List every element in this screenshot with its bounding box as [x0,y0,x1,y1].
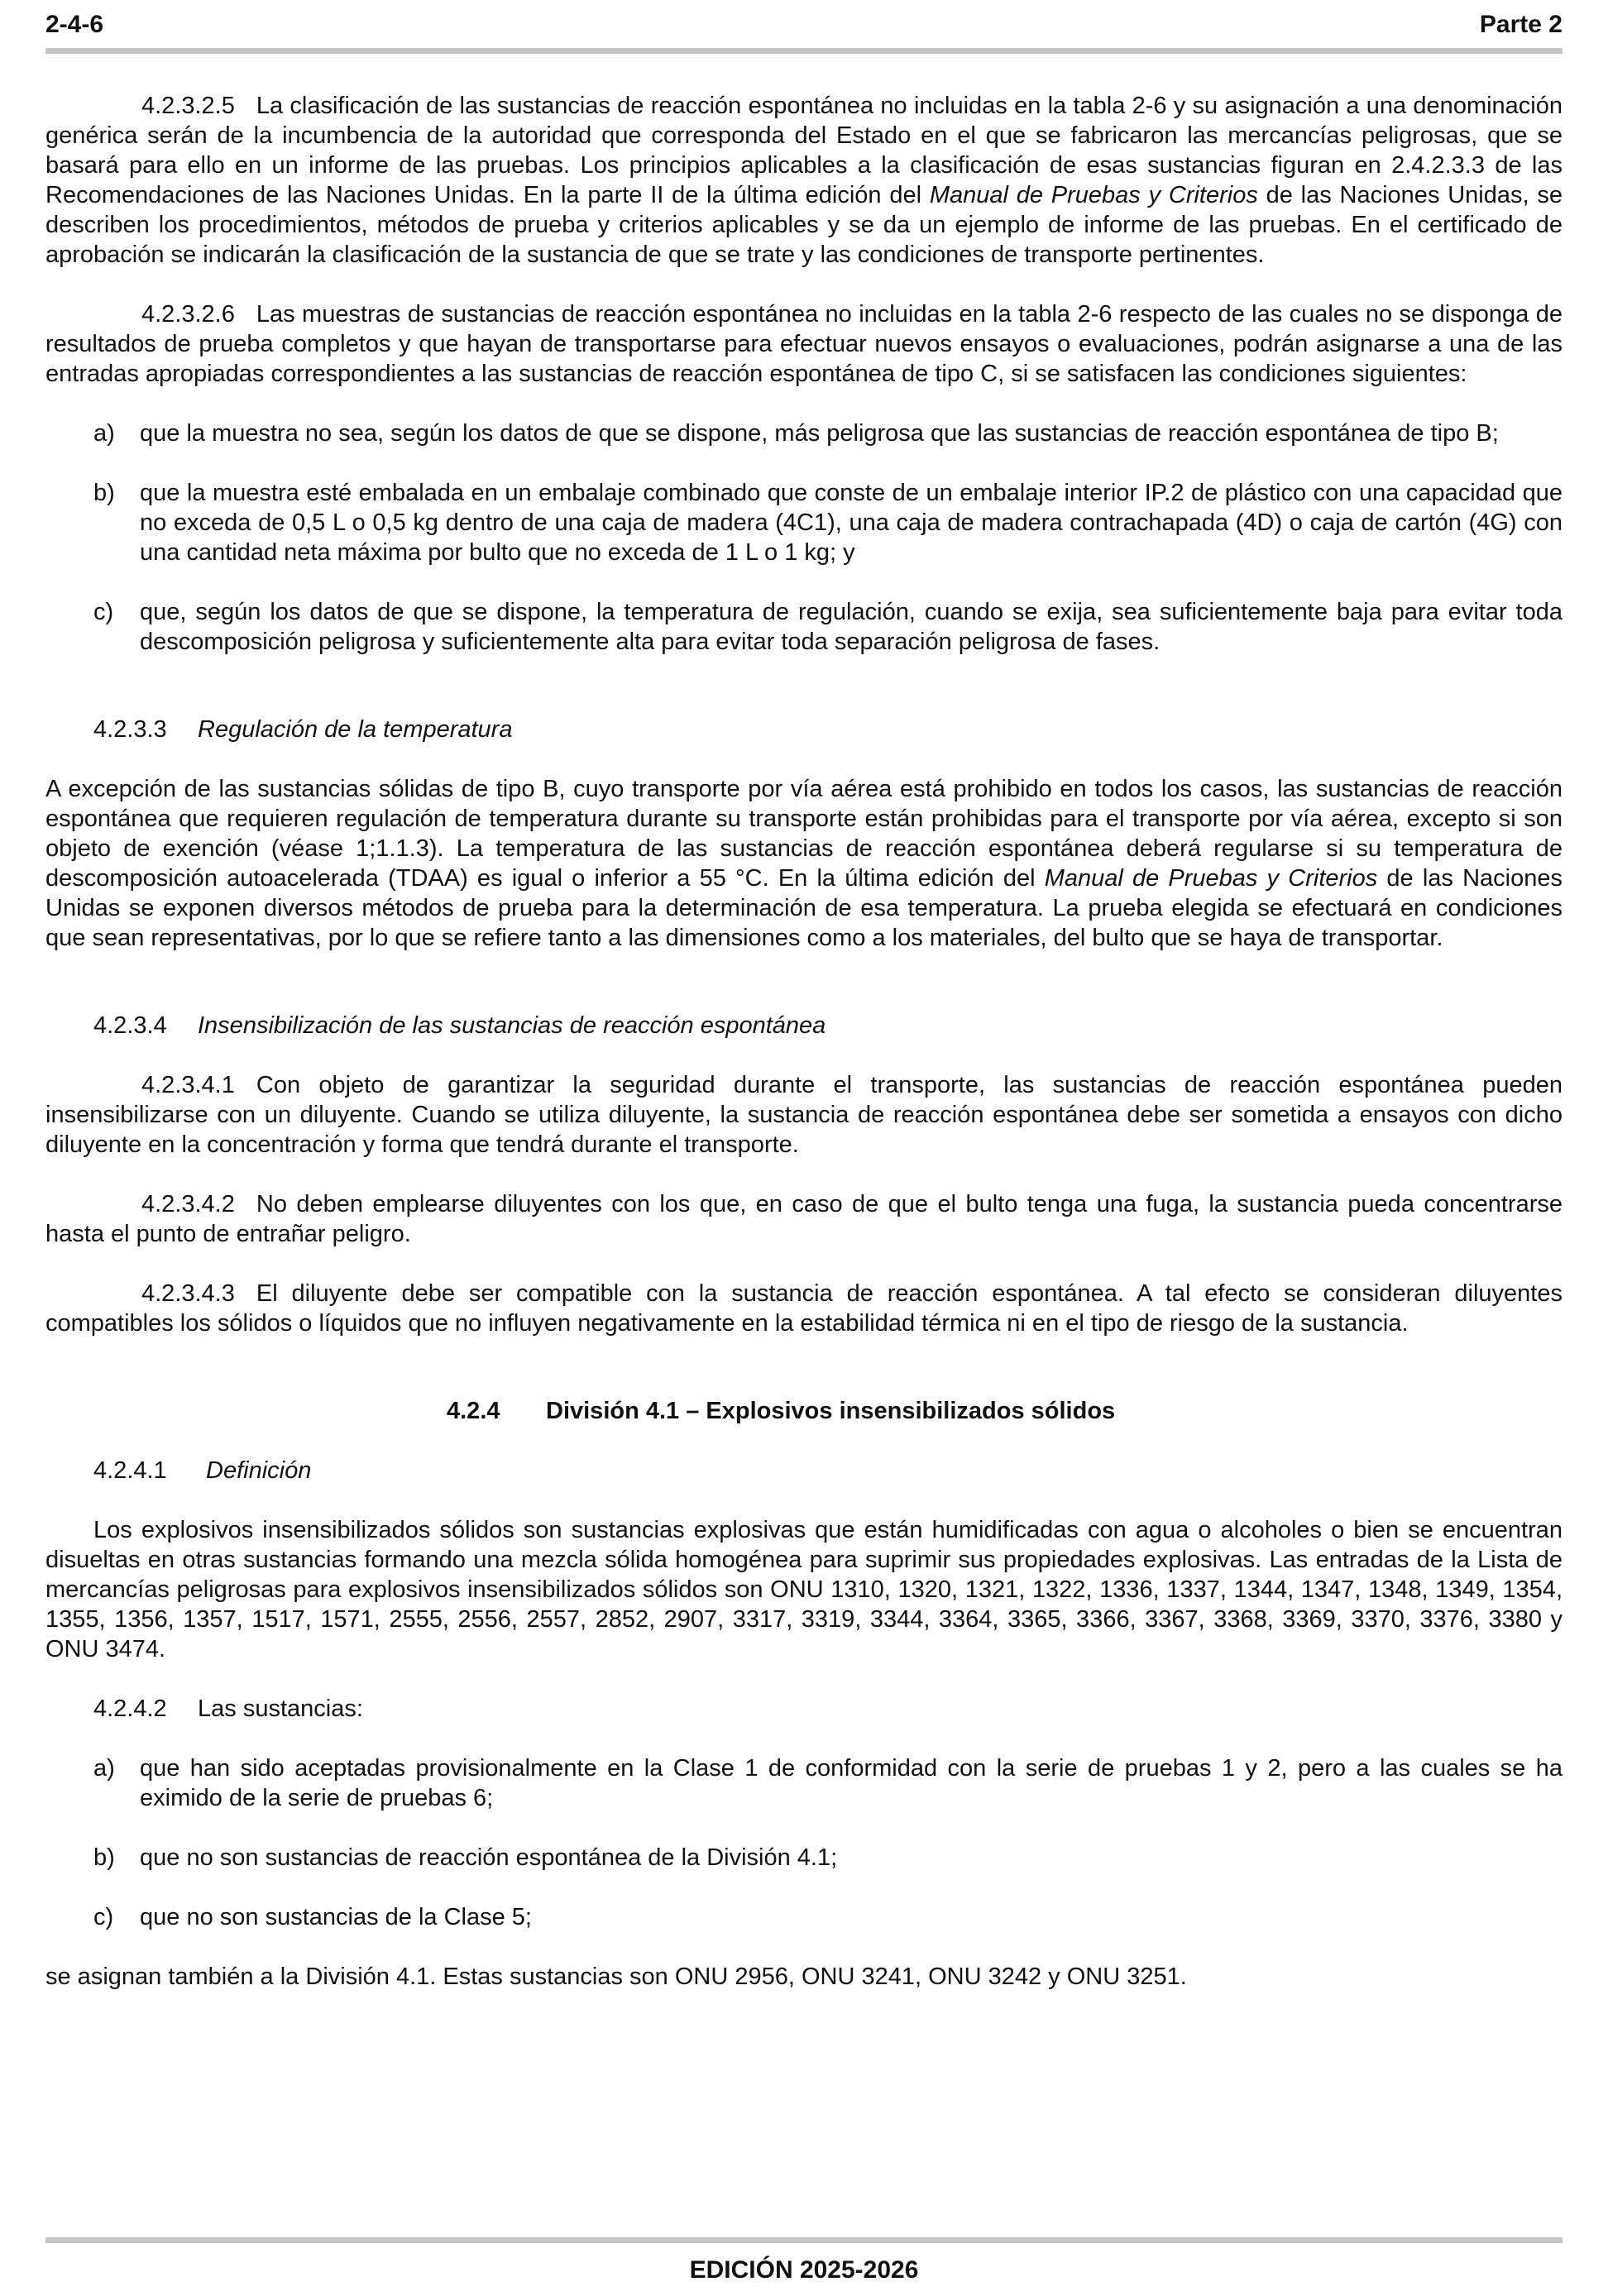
section-number: 4.2.3.4 [93,1012,167,1039]
list-item [93,419,1563,448]
edition-footer: EDICIÓN 2025-2026 [689,2256,919,2284]
section-title: Definición [206,1457,312,1484]
section-title-bold [447,1396,1115,1426]
paragraph-text: El diluyente debe ser compatible con la sustancia de reacción espontánea. A tal efecto se consideran diluyentes compatibles los sólidos o líquidos que no influyen negativamente en la estabilidad térmica ni en el tipo de riesgo de la sustancia. [45,1280,1563,1337]
list-marker: b) [93,1844,115,1871]
paragraph-text: Las sustancias: [198,1696,363,1722]
manual-title: Manual de Pruebas y Criterios [1044,865,1378,892]
footer-rule [45,2237,1563,2243]
paragraph-number: 4.2.3.4.2 [141,1191,235,1217]
paragraph-text: se asignan también a la División 4.1. Estas sustancias son ONU 2956, ONU 3241, ONU 3242 y ONU 3251. [45,1964,1187,1990]
list-item [93,1843,1563,1873]
section-title: División 4.1 – Explosivos insensibilizados sólidos [546,1398,1116,1424]
heading-4-2-3-4 [45,1011,1563,1040]
list-item-text: que la muestra esté embalada en un embalaje combinado que conste de un embalaje interior IP.2 de plástico con una capacidad que no exceda de 0,5 L o 0,5 kg dentro de una caja de madera (4C1), una caja de madera contrachapada (4D) o caja de cartón (4G) con una cantidad neta máxima por bulto que no exceda de 1 L o 1 kg; y [140,480,1563,566]
paragraph-4-2-3-3 [45,774,1563,953]
paragraph-text: Los explosivos insensibilizados sólidos son sustancias explosivas que están humidificadas con agua o alcoholes o bien se encuentran disueltas en otras sustancias formando una mezcla sólida homogénea para suprimir sus propiedades explosivas. Las entradas de la Lista de mercancías peligrosas para explosivos insensibilizados sólidos son ONU 1310, 1320, 1321, 1322, 1336, 1337, 1344, 1347, 1348, 1349, 1354, 1355, 1356, 1357, 1517, 1571, 2555, 2556, 2557, 2852, 2907, 3317, 3319, 3344, 3364, 3365, 3366, 3367, 3368, 3369, 3370, 3376, 3380 y ONU 3474. [45,1517,1563,1662]
list-marker: c) [93,1904,114,1930]
paragraph-number: 4.2.3.2.5 [141,93,235,119]
part-label: Parte 2 [1479,11,1563,38]
paragraph-4-2-3-2-6 [45,299,1563,389]
header-rule [45,48,1563,54]
list-item-text: que no son sustancias de reacción espontánea de la División 4.1; [140,1844,838,1871]
manual-title: Manual de Pruebas y Criterios [929,182,1258,208]
paragraph-text: Las muestras de sustancias de reacción espontánea no incluidas en la tabla 2-6 respecto de las cuales no se disponga de resultados de prueba completos y que hayan de transportarse para efectuar nuevos ensayos o evaluaciones, podrán asignarse a una de las entradas apropiadas correspondientes a las sustancias de reacción espontánea de tipo C, si se satisfacen las condiciones siguientes: [45,301,1563,387]
section-title: Insensibilización de las sustancias de reacción espontánea [198,1012,826,1039]
paragraph-4-2-3-2-5 [45,91,1563,270]
heading-4-2-3-3 [45,715,1563,744]
paragraph-4-2-3-4-3 [45,1279,1563,1338]
list-item [93,1902,1563,1932]
conditions-list [45,419,1563,657]
paragraph-text: de las Naciones Unidas se exponen diversos métodos de prueba para la determinación de esa temperatura. La prueba elegida se efectuará en condiciones que sean representativas, por lo que se refiere tanto a las dimensiones como a los materiales, del bulto que se haya de transportar. [45,865,1563,951]
list-marker: a) [93,1755,115,1782]
paragraph-number: 4.2.3.2.6 [141,301,235,328]
list-item-text: que la muestra no sea, según los datos de que se dispone, más peligrosa que las sustancias de reacción espontánea de tipo B; [140,420,1499,447]
section-number: 4.2.4.1 [93,1457,167,1484]
section-number: 4.2.4 [447,1398,500,1424]
section-title: Regulación de la temperatura [198,716,513,743]
list-marker: c) [93,599,114,625]
paragraph-4-2-3-4-1 [45,1070,1563,1160]
list-marker: b) [93,480,115,506]
paragraph-text: Con objeto de garantizar la seguridad durante el transporte, las sustancias de reacción espontánea pueden insensibilizarse con un diluyente. Cuando se utiliza diluyente, la sustancia de reacción espontánea debe ser sometida a ensayos con dicho diluyente en la concentración y forma que tendrá durante el transporte. [45,1072,1563,1158]
list-item [93,597,1563,657]
subheading-4-2-4-1 [93,1456,311,1485]
paragraph-number: 4.2.3.4.1 [141,1072,235,1098]
paragraph-number: 4.2.4.2 [93,1696,167,1722]
paragraph-text: La clasificación de las sustancias de reacción espontánea no incluidas en la tabla 2-6 y su asignación a una denominación genérica serán de la incumbencia de la autoridad que corresponda del Estado en el que se fabricaron las mercancías peligrosas, que se basará para ello en un informe de las pruebas. Los principios aplicables a la clasificación de esas sustancias figuran en 2.4.2.3.3 de las Recomendaciones de las Naciones Unidas. En la parte II de la última edición del [45,93,1563,208]
closing-paragraph [45,1962,1563,1992]
paragraph-number: 4.2.3.4.3 [141,1280,235,1307]
list-item-text: que, según los datos de que se dispone, la temperatura de regulación, cuando se exija, sea suficientemente baja para evitar toda descomposición peligrosa y suficientemente alta para evitar toda separación peligrosa de fases. [140,599,1563,655]
page-header [45,7,1563,43]
paragraph-4-2-3-4-2 [45,1189,1563,1249]
list-item-text: que no son sustancias de la Clase 5; [140,1904,532,1930]
paragraph-4-2-4-2 [45,1694,1563,1724]
list-item [93,1753,1563,1813]
list-marker: a) [93,420,115,447]
document-body [45,91,1563,1992]
list-item [93,478,1563,567]
substances-list [45,1753,1563,1932]
page-number: 2-4-6 [45,11,104,38]
paragraph-text: A excepción de las sustancias sólidas de tipo B, cuyo transporte por vía aérea está prohibido en todos los casos, las sustancias de reacción espontánea que requieren regulación de temperatura durante su transporte están prohibidas para el transporte por vía aérea, excepto si son objeto de exención (véase 1;1.1.3). La temperatura de las sustancias de reacción espontánea deberá regularse si su temperatura de descomposición autoacelerada (TDAA) es igual o inferior a 55 °C. En la última edición del [45,776,1563,892]
paragraph-4-2-4-1 [45,1515,1563,1664]
paragraph-text: de las Naciones Unidas, se describen los procedimientos, métodos de prueba y criterios aplicables y se da un ejemplo de informe de las pruebas. En el certificado de aprobación se indicarán la clasificación de la sustancia de que se trate y las condiciones de transporte pertinentes. [45,182,1563,268]
section-4-2-4-heading [45,1396,1563,1485]
list-item-text: que han sido aceptadas provisionalmente en la Clase 1 de conformidad con la serie de pruebas 1 y 2, pero a las cuales se ha eximido de la serie de pruebas 6; [140,1755,1563,1811]
paragraph-text: No deben emplearse diluyentes con los que, en caso de que el bulto tenga una fuga, la sustancia pueda concentrarse hasta el punto de entrañar peligro. [45,1191,1563,1247]
section-number: 4.2.3.3 [93,716,167,743]
